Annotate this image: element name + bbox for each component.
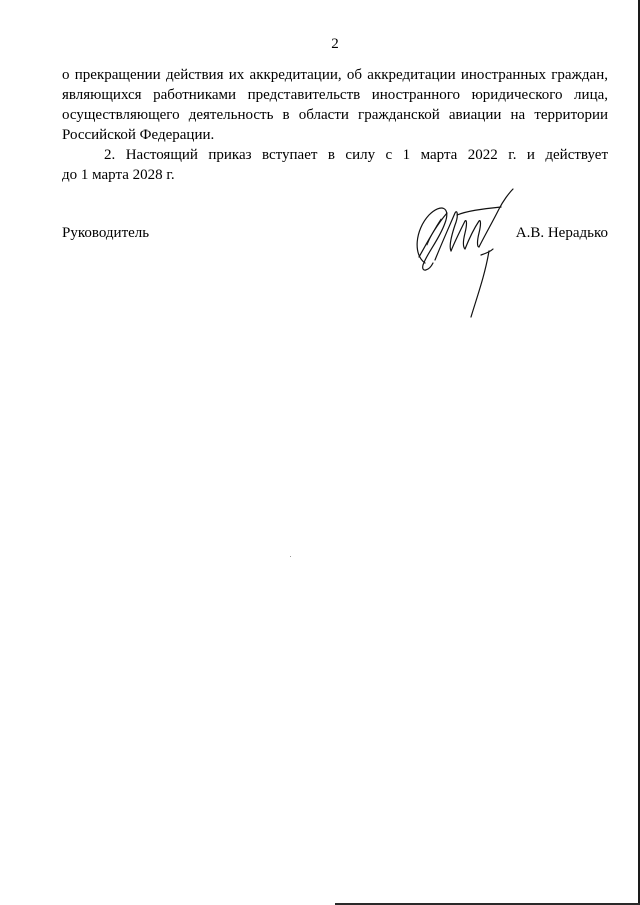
page-number: 2 (331, 36, 339, 52)
paragraph-1-line-3: осуществляющего деятельность в области гражданской авиации на территории (62, 107, 608, 123)
paragraph-2-line-2: до 1 марта 2028 г. (62, 167, 175, 183)
paragraph-1-line-1: о прекращении действия их аккредитации, об аккредитации иностранных граждан, (62, 67, 608, 83)
paragraph-1-line-4: Российской Федерации. (62, 127, 215, 143)
paragraph-1-line-2: являющихся работниками представительств иностранного юридического лица, (62, 87, 608, 103)
document-body (62, 65, 608, 185)
position-title: Руководитель (62, 225, 150, 241)
signature-block (62, 225, 608, 245)
signer-name: А.В. Нерадько (515, 225, 608, 241)
paragraph-2-line-1: 2. Настоящий приказ вступает в силу с 1 марта 2022 г. и действует (104, 147, 608, 163)
handwritten-signature-icon (405, 185, 517, 320)
scan-speck (290, 556, 291, 557)
